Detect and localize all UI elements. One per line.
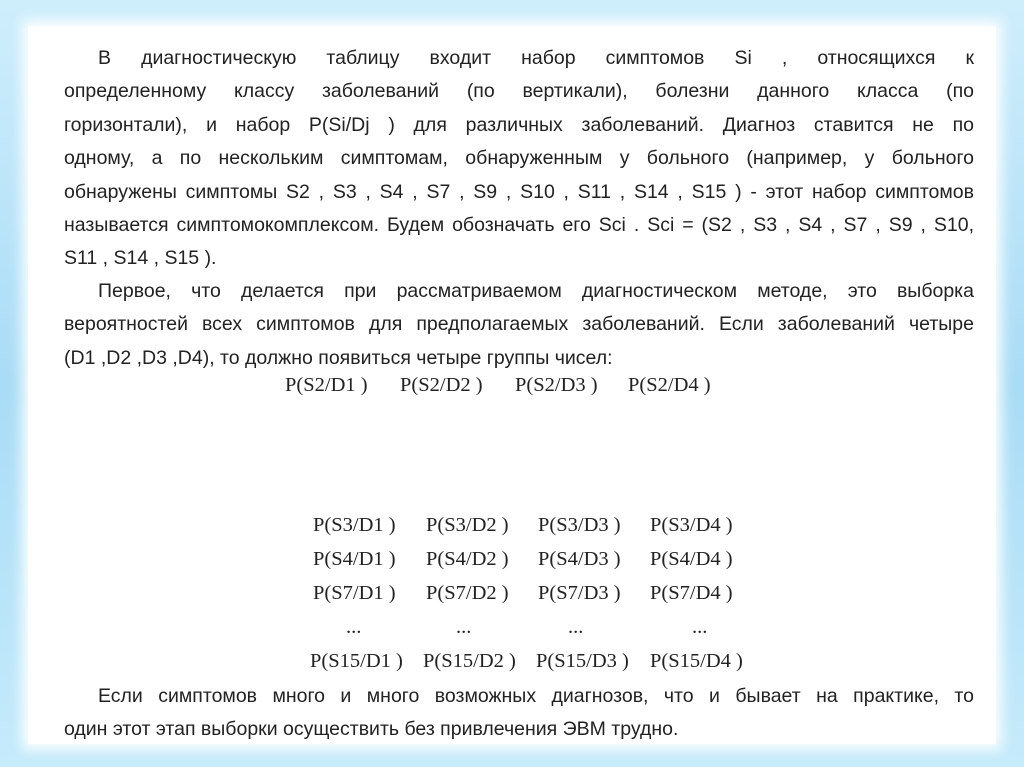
text-line: Первое, что делается при рассматриваемом диагностическом методе, это выборка xyxy=(98,280,974,302)
formula-cell: P(S15/D3 ) xyxy=(536,650,629,672)
formula-cell: ... xyxy=(568,616,584,638)
slide xyxy=(28,26,996,744)
formula-cell: P(S2/D2 ) xyxy=(400,374,483,396)
text-line: Если симптомов много и много возможных диагнозов, что и бывает на практике, то xyxy=(98,685,974,707)
text-line: вероятностей всех симптомов для предполагаемых заболеваний. Если заболеваний четыре xyxy=(64,313,974,336)
text-line: (D1 ,D2 ,D3 ,D4), то должно появиться четыре группы чисел: xyxy=(64,346,613,369)
text-line: S11 , S14 , S15 ). xyxy=(64,247,217,270)
formula-cell: P(S3/D3 ) xyxy=(538,514,621,536)
formula-cell: P(S3/D4 ) xyxy=(650,514,733,536)
formula-cell: P(S7/D2 ) xyxy=(426,582,509,604)
formula-cell: P(S2/D4 ) xyxy=(628,374,711,396)
text-line: определенному классу заболеваний (по вертикали), болезни данного класса (по xyxy=(64,80,974,103)
paragraph-conclusion xyxy=(64,680,974,747)
paragraph-intro xyxy=(64,42,974,276)
formula-cell: P(S2/D1 ) xyxy=(285,374,368,396)
formula-cell: ... xyxy=(346,616,362,638)
formula-cell: P(S15/D2 ) xyxy=(423,650,516,672)
formula-table xyxy=(28,514,996,684)
text-line: один этот этап выборки осуществить без привлечения ЭВМ трудно. xyxy=(64,718,679,741)
formula-cell: P(S15/D1 ) xyxy=(310,650,403,672)
text-line: горизонтали), и набор P(Si/Dj ) для различных заболеваний. Диагноз ставится не по xyxy=(64,113,974,136)
formula-cell: ... xyxy=(456,616,472,638)
formula-cell: ... xyxy=(692,616,708,638)
formula-cell: P(S4/D4 ) xyxy=(650,548,733,570)
formula-cell: P(S3/D1 ) xyxy=(313,514,396,536)
formula-cell: P(S4/D2 ) xyxy=(426,548,509,570)
formula-cell: P(S7/D4 ) xyxy=(650,582,733,604)
text-line: В диагностическую таблицу входит набор симптомов Si , относящихся к xyxy=(98,47,974,69)
paragraph-method xyxy=(64,275,974,375)
text-line: одному, а по нескольким симптомам, обнаруженным у больного (например, у больного xyxy=(64,147,974,170)
formula-cell: P(S15/D4 ) xyxy=(650,650,743,672)
formula-cell: P(S7/D3 ) xyxy=(538,582,621,604)
formula-cell: P(S4/D3 ) xyxy=(538,548,621,570)
formula-row-s2 xyxy=(28,374,996,404)
text-line: называется симптомокомплексом. Будем обозначать его Sci . Sci = (S2 , S3 , S4 , S7 , S9 , S10, xyxy=(64,214,974,237)
formula-cell: P(S7/D1 ) xyxy=(313,582,396,604)
formula-cell: P(S3/D2 ) xyxy=(426,514,509,536)
formula-cell: P(S2/D3 ) xyxy=(515,374,598,396)
text-line: обнаружены симптомы S2 , S3 , S4 , S7 , S9 , S10 , S11 , S14 , S15 ) - этот набор симптомов xyxy=(64,180,974,203)
formula-cell: P(S4/D1 ) xyxy=(313,548,396,570)
